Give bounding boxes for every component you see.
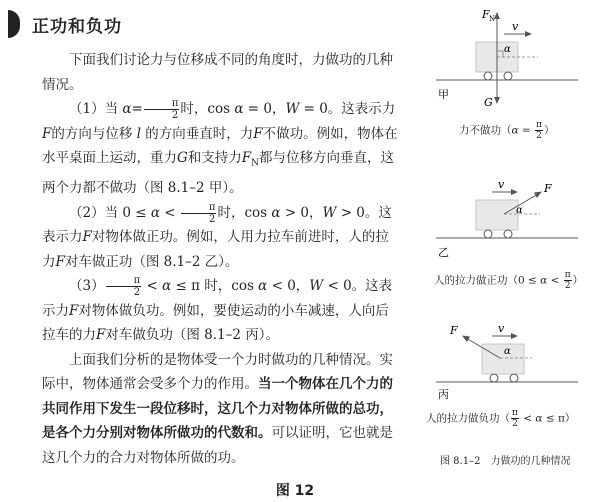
diagram-positive-work <box>432 170 582 262</box>
paragraph-case-2: （2）当 0 ≤ α < $\frac{\pi}{2}$ 时，cos α > 0，W > 0。这表示力F对物体做正功。例如，人用力拉车前进时，人的拉力F对车做正功（图 8.1–2 乙）。 <box>42 201 392 270</box>
gravity-label: G <box>484 96 493 109</box>
diagram-tag: 甲 <box>438 88 449 101</box>
section-title: 正功和负功 <box>32 17 122 37</box>
arrow-head <box>511 333 518 339</box>
velocity-label: v <box>498 322 505 335</box>
angle-label: α <box>504 346 511 357</box>
diagram-tag: 丙 <box>438 388 449 401</box>
arrow-head <box>494 97 500 104</box>
velocity-label: v <box>512 20 519 33</box>
caption-negative-work: 人的拉力做负功（ $\frac{\pi}{2}$ < α ≤ π） <box>426 408 576 429</box>
fraction-pi-over-2: $\frac{\pi}{2}$ <box>564 270 571 291</box>
cart-wheel <box>510 374 518 382</box>
paragraph-intro: 下面我们讨论力与位移成不同的角度时，力做功的几种情况。 <box>42 52 393 93</box>
section-marker <box>8 10 20 38</box>
arrow-head <box>534 192 542 199</box>
body-text <box>42 48 402 470</box>
paragraph-case-1: （1）当 α= $\frac{\pi}{2}$ 时，cos α = 0，W = 0。这表示力F的方向与位移 l 的方向垂直时，力F不做功。例如，物体在水平桌面上运动，重力G和支持力$F_N$都与位移方向垂直，这两个力都不做功（图 8.1–2 甲）。 <box>42 98 398 197</box>
cart-wheel <box>504 72 512 80</box>
caption-positive-work: 人的拉力做正功（0 ≤ α < $\frac{\pi}{2}$ ） <box>434 270 584 291</box>
fraction-pi-over-2: $\frac{\pi}{2}$ <box>144 98 180 121</box>
force-label: F <box>450 324 458 337</box>
figure-title: 图 12 <box>275 483 315 499</box>
cart-wheel <box>484 72 492 80</box>
angle-label: α <box>504 44 511 55</box>
cart-body <box>476 200 518 230</box>
velocity-label: v <box>498 178 505 191</box>
diagram-tag: 乙 <box>438 246 449 259</box>
support-force-subscript: N <box>489 15 496 23</box>
fraction-pi-over-2: $\frac{\pi}{2}$ <box>536 120 542 141</box>
fraction-pi-over-2: $\frac{\pi}{2}$ <box>181 202 217 225</box>
cart-body <box>482 344 524 374</box>
cart-wheel <box>490 374 498 382</box>
caption-no-work: 力不做功（α = $\frac{\pi}{2}$ ） <box>459 120 555 141</box>
key-statement: 当一个物体在几个力的共同作用下发生一段位移时，这几个力对物体所做的总功，是各个力分别对物体所做功的代数和。 <box>42 376 393 442</box>
arrow-head <box>462 336 470 343</box>
paragraph-case-3: （3） $\frac{\pi}{2}$ < α ≤ π 时，cos α < 0，W < 0。这表示力F对物体做负功。例如，要使运动的小车减速，人向后拉车的力F对车做负功（图 8.1–2 丙）。 <box>42 275 393 344</box>
cart-wheel <box>504 230 512 238</box>
arrow-head <box>525 31 532 37</box>
cart-wheel <box>484 230 492 238</box>
paragraph-summary: 上面我们分析的是物体受一个力时做功的几种情况。实际中，物体通常会受多个力的作用。当一个物体在几个力的共同作用下发生一段位移时，这几个力对物体所做的总功，是各个力分别对物体所做功的代数和。可以证明，它也就是这几个力的合力对物体所做的功。 <box>42 351 393 466</box>
diagram-no-work <box>432 6 582 110</box>
arrow-head <box>511 189 518 195</box>
support-force-label: F <box>482 8 490 21</box>
diagram-negative-work <box>432 318 582 402</box>
angle-label: α <box>516 205 523 216</box>
force-label: F <box>544 182 552 195</box>
fraction-pi-over-2: $\frac{\pi}{2}$ <box>512 408 518 429</box>
fraction-pi-over-2: $\frac{\pi}{2}$ <box>106 275 142 298</box>
figure-caption: 图 8.1–2 力做功的几种情况 <box>440 456 571 467</box>
